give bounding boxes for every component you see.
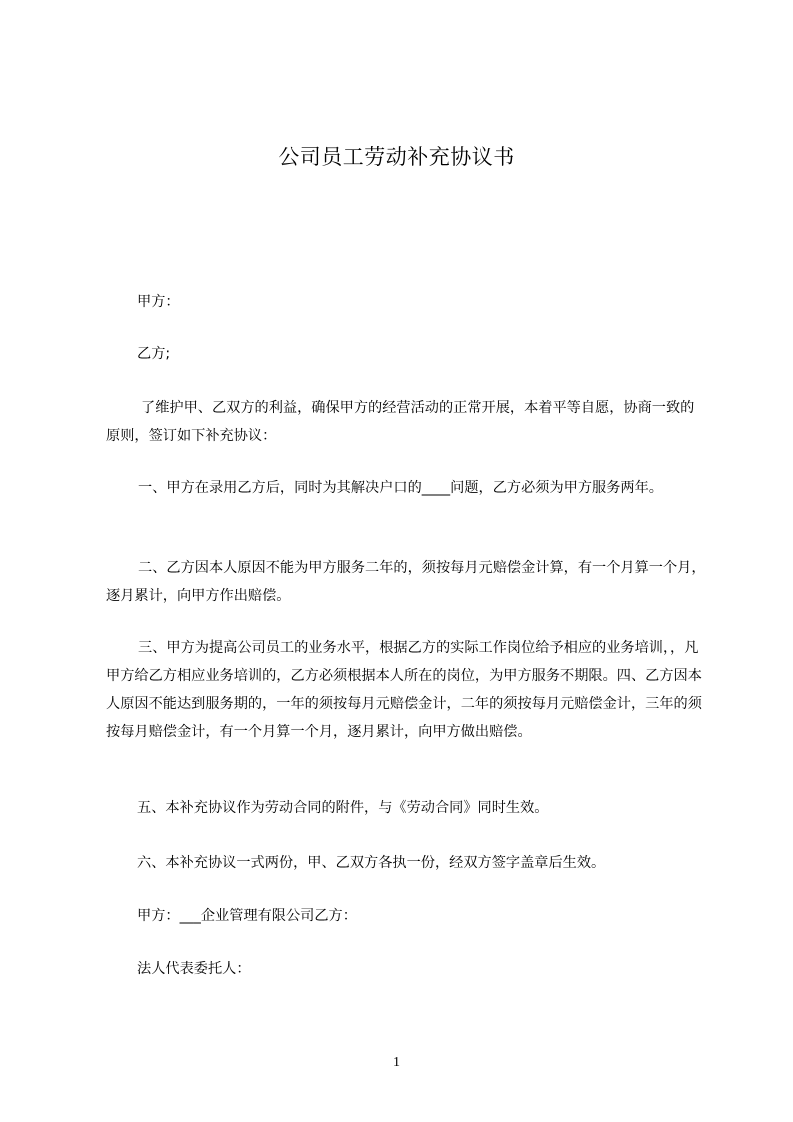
preamble-paragraph: 了维护甲、乙双方的利益，确保甲方的经营活动的正常开展，本着平等自愿，协商一致的原则，签订如下补充协议： — [106, 400, 695, 444]
party-a-label: 甲方： — [137, 294, 180, 310]
document-title: 公司员工劳动补充协议书 — [278, 145, 515, 169]
clause-3-4-paragraph: 三、甲方为提高公司员工的业务水平，根据乙方的实际工作岗位给予相应的业务培训，，凡甲方给乙方相应业务培训的，乙方必须根据本人所在的岗位，为甲方服务不期限。四、乙方因本人原因不能达到服务期的，一年的须按每月元赔偿金计，二年的须按每月元赔偿金计，三年的须按每月赔偿金计，有一个月算一个月，逐月累计，向甲方做出赔偿。 — [106, 640, 702, 740]
representative-line: 法人代表委托人： — [137, 961, 251, 977]
clause-1-paragraph: 一、甲方在录用乙方后，同时为其解决户口的____问题，乙方必须为甲方服务两年。 — [138, 480, 663, 496]
clause-5-paragraph: 五、本补充协议作为劳动合同的附件，与《劳动合同》同时生效。 — [137, 800, 549, 816]
clause-6-paragraph: 六、本补充协议一式两份，甲、乙双方各执一份，经双方签字盖章后生效。 — [137, 855, 606, 871]
clause-2-paragraph: 二、乙方因本人原因不能为甲方服务二年的，须按每月元赔偿金计算，有一个月算一个月，逐月累计，向甲方作出赔偿。 — [106, 560, 706, 604]
signature-line: 甲方：___企业管理有限公司乙方： — [137, 908, 357, 924]
party-b-label: 乙方; — [137, 346, 171, 362]
page-number: 1 — [393, 1055, 400, 1070]
